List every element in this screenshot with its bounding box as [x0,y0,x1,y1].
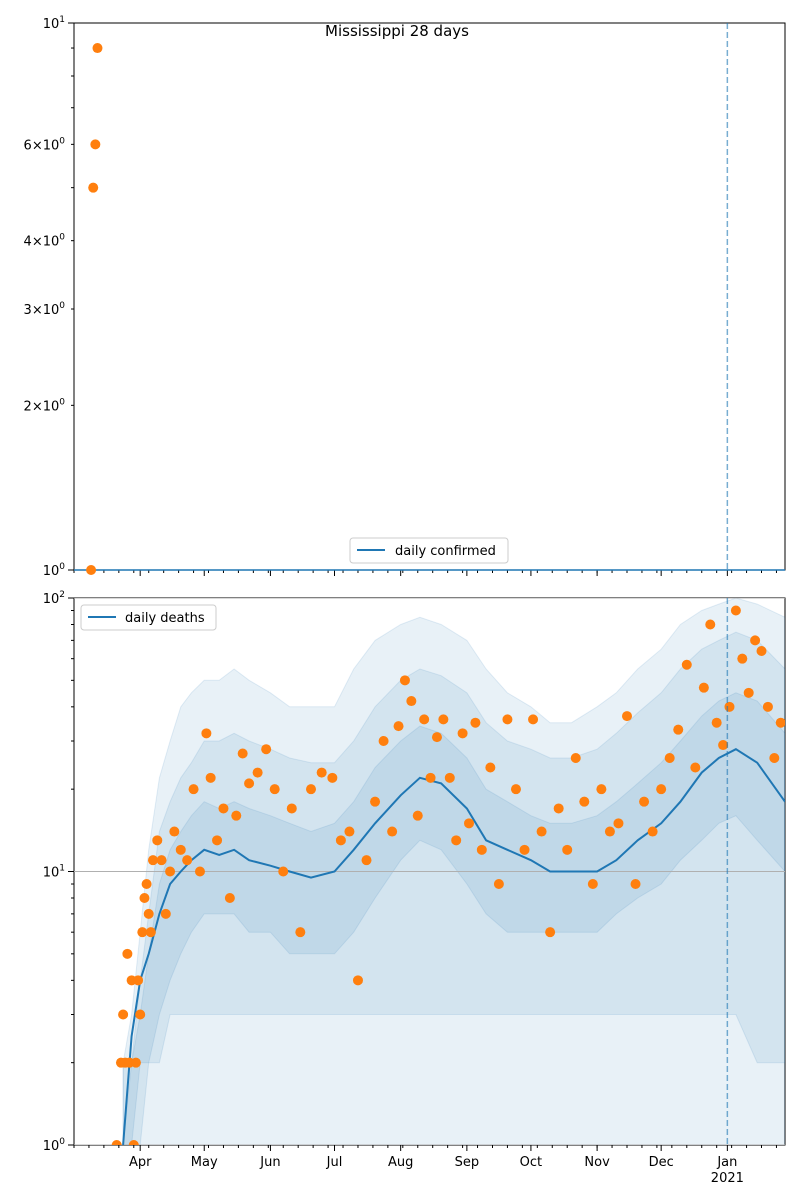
deaths-point [665,753,675,763]
deaths-point [238,749,248,759]
deaths-point [112,1140,122,1150]
deaths-point [613,818,623,828]
y-major-tick-label: $10^1$ [42,15,65,32]
x-tick-label: Sep [454,1155,480,1170]
deaths-point [137,927,147,937]
deaths-point [253,768,263,778]
deaths-point [464,818,474,828]
x-year-label: 2021 [710,1171,744,1186]
deaths-point [622,711,632,721]
y-major-tick-label: $10^1$ [42,863,65,881]
deaths-point [379,736,389,746]
deaths-point [244,778,254,788]
deaths-point [212,835,222,845]
x-tick-label: May [190,1155,218,1170]
x-tick-label: Oct [519,1155,543,1170]
deaths-point [639,797,649,807]
deaths-point [502,714,512,724]
deaths-point [438,714,448,724]
deaths-point [477,845,487,855]
confirmed-point [88,183,98,193]
deaths-point [494,879,504,889]
y-major-tick-label: $10^0$ [42,1137,65,1154]
deaths-point [327,773,337,783]
deaths-point [656,784,666,794]
deaths-point [118,1010,128,1020]
deaths-point [528,714,538,724]
deaths-point [306,784,316,794]
deaths-point [485,763,495,773]
y-minor-tick-label: $2\times 10^0$ [23,397,65,415]
deaths-point [588,879,598,889]
plot-area [74,598,786,1150]
deaths-point [169,827,179,837]
deaths-point [287,803,297,813]
deaths-point [176,845,186,855]
deaths-point [750,635,760,645]
deaths-point [763,702,773,712]
deaths-point [744,688,754,698]
deaths-point [152,835,162,845]
deaths-point [362,855,372,865]
deaths-point [537,827,547,837]
deaths-point [545,927,555,937]
legend-label: daily deaths [125,611,205,626]
deaths-point [571,753,581,763]
deaths-point [278,867,288,877]
y-minor-tick-label: $4\times 10^0$ [23,232,65,250]
deaths-point [731,606,741,616]
deaths-point [470,718,480,728]
deaths-point [605,827,615,837]
confirmed-point [90,139,100,149]
x-tick-label: Jul [326,1155,343,1170]
deaths-point [673,725,683,735]
y-minor-tick-label: $6\times 10^0$ [23,136,65,154]
chart-title: Mississippi 28 days [325,22,469,40]
x-tick-label: Nov [584,1155,610,1170]
deaths-point [631,879,641,889]
deaths-point [699,683,709,693]
deaths-point [182,855,192,865]
legend-bottom [81,605,216,630]
deaths-point [231,811,241,821]
deaths-point [705,620,715,630]
x-tick-label: Jun [260,1155,281,1170]
deaths-point [189,784,199,794]
deaths-point [776,718,786,728]
deaths-point [261,744,271,754]
deaths-point [400,675,410,685]
x-tick-label: Dec [648,1155,674,1170]
deaths-point [295,927,305,937]
x-tick-label: Jan [717,1155,738,1170]
panel-daily-confirmed [24,15,785,579]
deaths-point [195,867,205,877]
deaths-point [148,855,158,865]
deaths-point [387,827,397,837]
deaths-point [165,867,175,877]
deaths-point [426,773,436,783]
deaths-point [122,949,132,959]
deaths-point [520,845,530,855]
deaths-point [133,975,143,985]
deaths-point [419,714,429,724]
legend-label: daily confirmed [395,544,496,559]
deaths-point [579,797,589,807]
deaths-point [458,728,468,738]
deaths-point [406,696,416,706]
deaths-point [218,803,228,813]
deaths-point [317,768,327,778]
deaths-point [596,784,606,794]
deaths-point [432,732,442,742]
deaths-point [554,803,564,813]
deaths-point [144,909,154,919]
deaths-point [445,773,455,783]
deaths-point [139,893,149,903]
deaths-point [370,797,380,807]
deaths-point [225,893,235,903]
x-tick-label: Apr [128,1155,152,1170]
deaths-point [648,827,658,837]
deaths-point [157,855,167,865]
deaths-point [511,784,521,794]
deaths-point [142,879,152,889]
confirmed-point [86,565,96,575]
deaths-point [737,654,747,664]
y-major-tick-label: $10^2$ [42,590,65,607]
deaths-point [353,975,363,985]
plot-frame-top [74,23,785,570]
deaths-point [718,740,728,750]
deaths-point [562,845,572,855]
deaths-point [712,718,722,728]
panel-daily-deaths [43,590,786,1186]
deaths-point [690,763,700,773]
deaths-point [270,784,280,794]
deaths-point [161,909,171,919]
deaths-point [201,728,211,738]
y-minor-tick-label: $3\times 10^0$ [23,301,65,319]
deaths-point [336,835,346,845]
deaths-point [206,773,216,783]
legend-top [350,538,508,563]
deaths-point [344,827,354,837]
deaths-point [724,702,734,712]
confirmed-point [92,43,102,53]
deaths-point [146,927,156,937]
deaths-point [451,835,461,845]
deaths-point [131,1058,141,1068]
y-major-tick-label: $10^0$ [42,562,65,579]
deaths-point [394,721,404,731]
deaths-point [757,646,767,656]
x-tick-label: Aug [387,1155,414,1170]
deaths-point [135,1010,145,1020]
deaths-point [769,753,779,763]
deaths-point [413,811,423,821]
deaths-point [682,660,692,670]
